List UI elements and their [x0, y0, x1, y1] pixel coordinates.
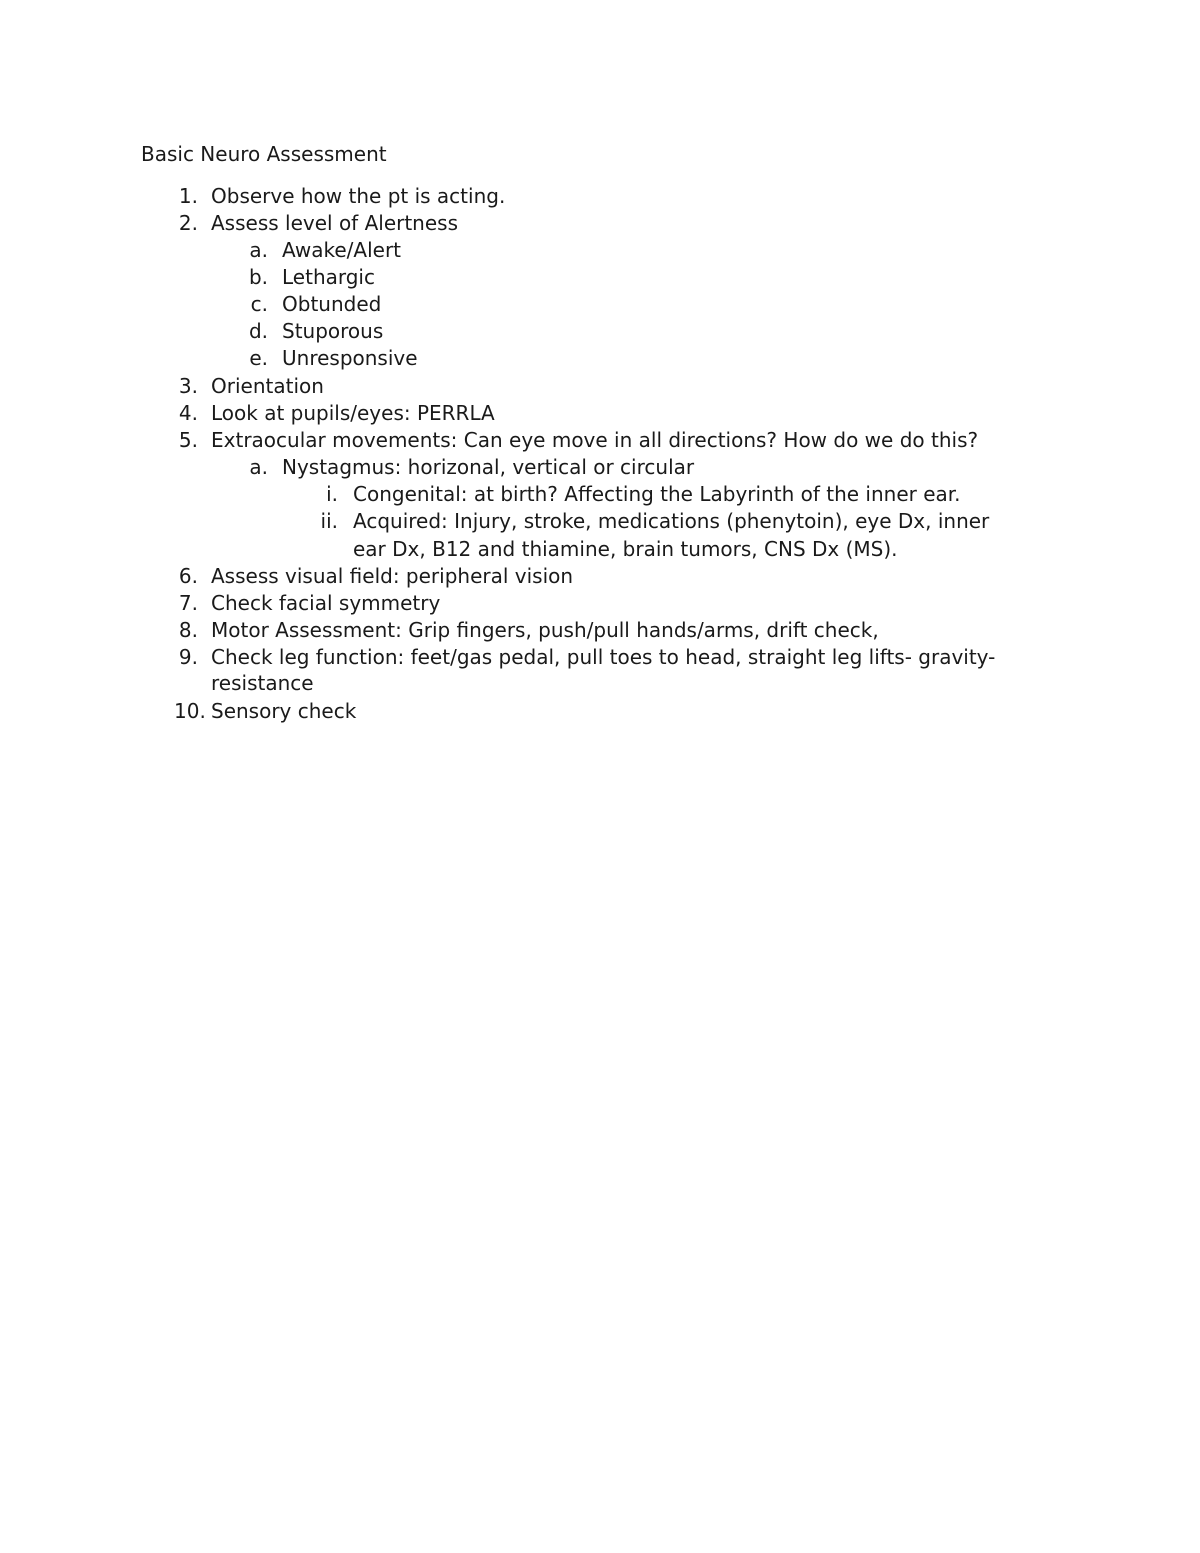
list-marker: 5.: [178, 428, 198, 452]
list-item-text: Check facial symmetry: [211, 591, 441, 615]
sub-list-marker: a.: [249, 455, 268, 479]
list-item-text: Sensory check: [211, 699, 357, 723]
list-item-text: Look at pupils/eyes: PERRLA: [211, 401, 495, 425]
list-item-text: Check leg function: feet/gas pedal, pull toes to head, straight leg lifts- gravity-: [211, 645, 996, 669]
sub-sub-list-marker: i.: [326, 482, 338, 506]
list-item-text: Motor Assessment: Grip fingers, push/pull hands/arms, drift check,: [211, 618, 879, 642]
sub-list-marker: b.: [248, 265, 268, 289]
sub-list-item-text: Awake/Alert: [282, 238, 402, 262]
sub-sub-list-marker: ii.: [320, 509, 338, 533]
list-marker: 3.: [178, 374, 198, 398]
sub-list-item-text: Stuporous: [282, 319, 384, 343]
sub-list-item-text: Lethargic: [282, 265, 375, 289]
list-marker: 7.: [178, 591, 198, 615]
sub-list-item-text: Obtunded: [282, 292, 382, 316]
sub-sub-list-item-text: Acquired: Injury, stroke, medications (phenytoin), eye Dx, inner: [353, 509, 990, 533]
list-item-text-continuation: resistance: [211, 671, 314, 695]
sub-list-marker: c.: [250, 292, 268, 316]
list-item-text: Assess level of Alertness: [211, 211, 459, 235]
list-item-text: Assess visual field: peripheral vision: [211, 564, 574, 588]
list-marker: 6.: [178, 564, 198, 588]
list-marker: 9.: [178, 645, 198, 669]
sub-list-marker: d.: [248, 319, 268, 343]
list-marker: 1.: [178, 184, 198, 208]
list-item-text: Observe how the pt is acting.: [211, 184, 506, 208]
sub-sub-list-item-text-continuation: ear Dx, B12 and thiamine, brain tumors, CNS Dx (MS).: [353, 537, 898, 561]
list-item-text: Extraocular movements: Can eye move in all directions? How do we do this?: [211, 428, 979, 452]
list-item-text: Orientation: [211, 374, 324, 398]
sub-list-marker: a.: [249, 238, 268, 262]
list-marker: 4.: [178, 401, 198, 425]
list-marker: 8.: [178, 618, 198, 642]
document-title: Basic Neuro Assessment: [141, 142, 387, 166]
list-marker: 2.: [178, 211, 198, 235]
sub-list-item-text: Unresponsive: [282, 346, 418, 370]
sub-list-marker: e.: [249, 346, 268, 370]
sub-list-item-text: Nystagmus: horizonal, vertical or circular: [282, 455, 695, 479]
sub-sub-list-item-text: Congenital: at birth? Affecting the Labyrinth of the inner ear.: [353, 482, 961, 506]
list-marker: 10.: [174, 699, 206, 723]
